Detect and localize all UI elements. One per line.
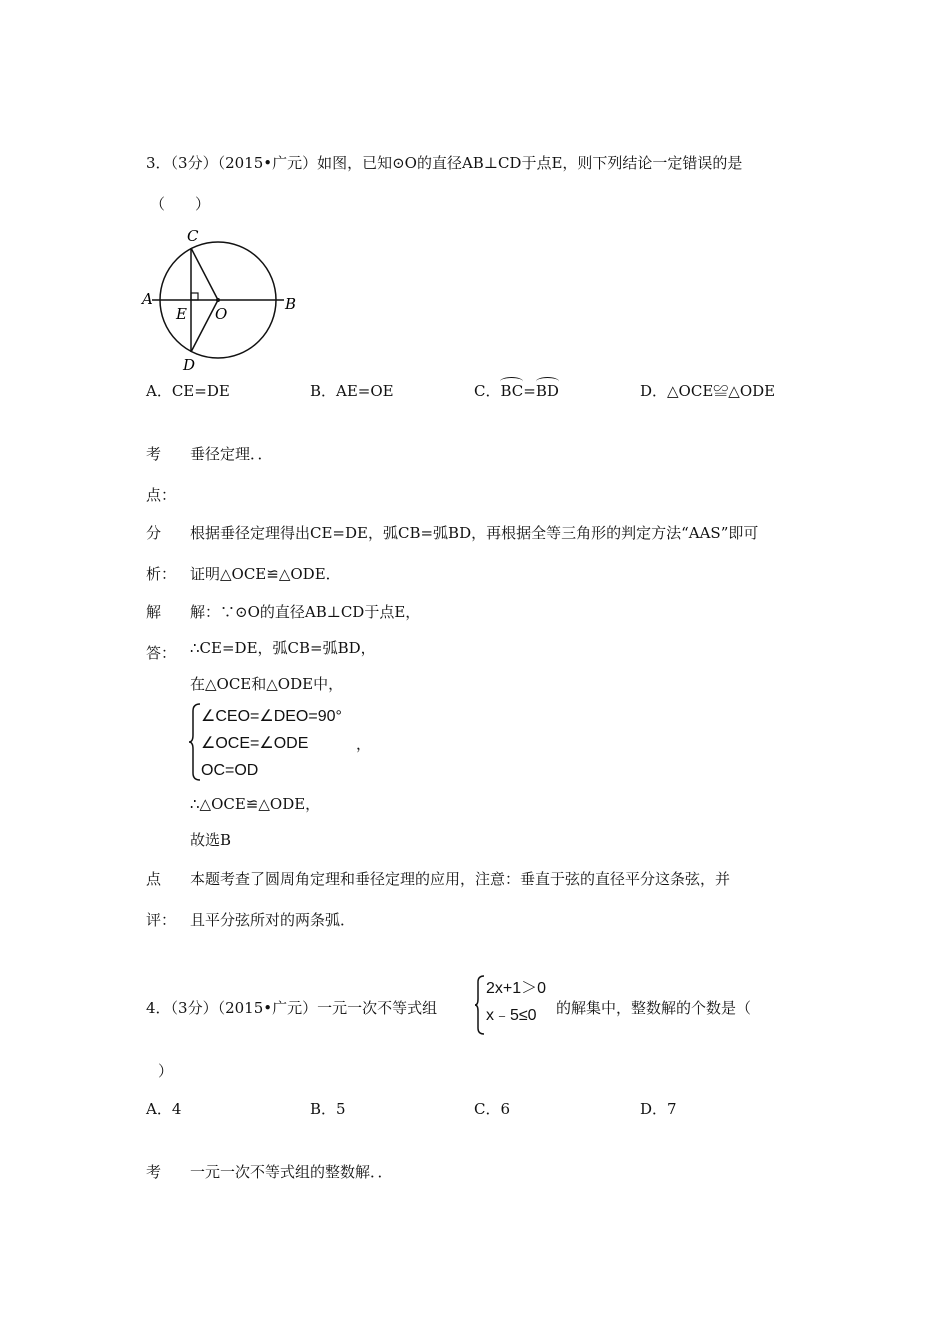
q3-fenxi-line-2: 证明△OCE≌△ODE．: [190, 565, 341, 583]
q4-stem-before: 4．（3分）（2015•广元）一元一次不等式组: [146, 999, 438, 1017]
q4-system-ineq-2: x﹣5≤0: [486, 1007, 537, 1024]
q3-dianping-line-1: 本题考查了圆周角定理和垂径定理的应用，注意：垂直于弦的直径平分这条弦，并: [190, 870, 731, 888]
q3-answer-paren: （ ）: [150, 195, 211, 213]
radius-od: [191, 300, 218, 352]
q3-dianping-label-1: 点: [146, 870, 162, 888]
q3-system-eq-2: ∠OCE=∠ODE: [201, 735, 309, 752]
q3-jieda-line-1: 解：∵⊙O的直径AB⊥CD于点E，: [190, 603, 421, 621]
q3-jieda-label-2: 答：: [146, 644, 177, 662]
q3-kaodian-label-1: 考: [146, 445, 162, 463]
q3-stem: 3．（3分）（2015•广元）如图，已知⊙O的直径AB⊥CD于点E，则下列结论一定错误的是: [146, 154, 743, 172]
q4-option-b: B．5: [310, 1100, 346, 1118]
point-o-label: O: [215, 305, 228, 323]
point-c-label: C: [187, 227, 199, 245]
q3-system-eq-1: ∠CEO=∠DEO=90°: [201, 708, 342, 725]
q4-option-a: A．4: [146, 1100, 182, 1118]
q4-system-ineq-1: 2x+1＞0: [486, 980, 547, 997]
q3-circle-figure: [140, 225, 300, 375]
q3-option-a: A．CE=DE: [146, 382, 230, 400]
q3-jieda-line-3: 在△OCE和△ODE中，: [190, 675, 344, 693]
point-a-label: A: [142, 290, 153, 308]
point-d-label: D: [183, 356, 196, 374]
q3-system-comma: ，: [356, 735, 372, 753]
radius-oc: [191, 248, 218, 300]
q3-option-c-prefix: C．: [474, 382, 501, 400]
point-b-label: B: [285, 295, 297, 313]
q4-option-c: C．6: [474, 1100, 511, 1118]
arc-equals: =: [523, 382, 536, 400]
arc-bd: BD: [535, 382, 559, 400]
q3-option-d: D．△OCE≌△ODE: [640, 382, 776, 400]
q4-system-brace: [474, 975, 486, 1035]
q3-jieda-label-1: 解: [146, 603, 162, 621]
q3-jieda-line-5: 故选B: [190, 831, 232, 849]
q3-dianping-line-2: 且平分弦所对的两条弧．: [190, 911, 356, 929]
q3-system-brace: [188, 703, 202, 781]
q3-jieda-line-2: ∴CE=DE，弧CB=弧BD，: [190, 639, 376, 657]
q3-kaodian-label-2: 点：: [146, 486, 177, 504]
center-point: [216, 298, 220, 302]
q3-option-b: B．AE=OE: [310, 382, 394, 400]
q4-option-d: D．7: [640, 1100, 677, 1118]
q3-system: [201, 703, 342, 784]
right-angle-mark: [191, 293, 198, 300]
q4-system: [486, 975, 546, 1029]
q4-paren-close: ）: [158, 1062, 174, 1080]
q3-system-eq-3: OC=OD: [201, 762, 259, 779]
q3-fenxi-label-2: 析：: [146, 565, 177, 583]
q3-fenxi-label-1: 分: [146, 524, 162, 542]
q3-kaodian-text: 垂径定理．．: [190, 445, 273, 463]
q4-kaodian-text: 一元一次不等式组的整数解．．: [190, 1163, 393, 1181]
q3-option-c: [474, 380, 559, 401]
point-e-label: E: [176, 305, 187, 323]
q4-kaodian-label-1: 考: [146, 1163, 162, 1181]
q3-jieda-line-4: ∴△OCE≌△ODE，: [190, 795, 321, 813]
q4-stem-after: 的解集中，整数解的个数是（: [556, 999, 752, 1017]
arc-bc: BC: [500, 382, 524, 400]
q3-fenxi-line-1: 根据垂径定理得出CE=DE，弧CB=弧BD，再根据全等三角形的判定方法“AAS”即可: [190, 524, 759, 542]
q3-dianping-label-2: 评：: [146, 911, 177, 929]
